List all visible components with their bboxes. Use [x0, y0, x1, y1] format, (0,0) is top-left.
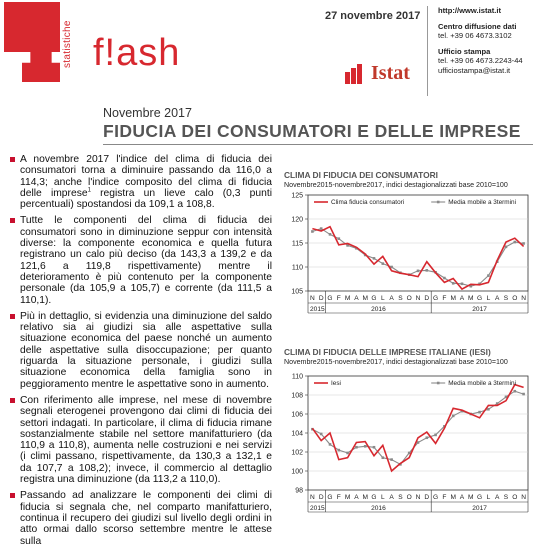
- series-point: [311, 230, 314, 233]
- x-tick-label: O: [512, 295, 518, 302]
- x-tick-label: D: [318, 295, 324, 302]
- series-point: [487, 274, 490, 277]
- consumer-confidence-chart: [284, 191, 536, 321]
- year-label: 2015: [310, 306, 325, 313]
- y-tick-label: 125: [291, 192, 303, 200]
- year-label: 2015: [310, 505, 325, 512]
- ufficio-stampa-label: Ufficio stampa: [438, 46, 491, 56]
- x-tick-label: M: [450, 295, 456, 302]
- series-point: [417, 270, 420, 273]
- ufficio-stampa-tel: tel. +39 06 4673.2243-44: [438, 56, 523, 66]
- x-tick-label: M: [450, 494, 456, 501]
- istat-flash-logo: [4, 2, 80, 82]
- series-point: [522, 242, 525, 245]
- x-tick-label: A: [459, 295, 465, 302]
- publication-date: 27 novembre 2017: [325, 10, 421, 22]
- x-tick-label: S: [503, 494, 509, 501]
- series-point: [478, 411, 481, 414]
- year-label: 2016: [371, 505, 386, 512]
- x-tick-label: A: [494, 494, 500, 501]
- x-tick-label: G: [371, 295, 377, 302]
- series-point: [426, 436, 429, 439]
- logo-exclamation-stem: [22, 2, 60, 82]
- series-point: [382, 456, 385, 459]
- x-tick-label: F: [336, 494, 341, 501]
- x-tick-label: S: [503, 295, 509, 302]
- x-tick-label: D: [318, 494, 324, 501]
- x-tick-label: F: [442, 494, 447, 501]
- series-point: [487, 408, 490, 411]
- x-tick-label: N: [521, 494, 526, 501]
- bullet-square-icon: [10, 314, 15, 319]
- series-point: [452, 282, 455, 285]
- x-tick-label: A: [494, 295, 500, 302]
- x-tick-label: M: [362, 494, 368, 501]
- y-tick-label: 115: [291, 240, 303, 248]
- x-tick-label: S: [398, 494, 403, 501]
- x-tick-label: G: [371, 494, 377, 501]
- x-tick-label: N: [310, 295, 315, 302]
- x-tick-label: G: [433, 295, 439, 302]
- series-point: [364, 445, 367, 448]
- year-label: 2017: [472, 505, 487, 512]
- chart-subtitle: Novembre2015-novembre2017, indici destagionalizzati base 2010=100: [284, 181, 508, 189]
- x-tick-label: L: [486, 295, 491, 302]
- legend-label: Media mobile a 3termini: [448, 380, 517, 388]
- x-tick-label: D: [424, 295, 430, 302]
- x-tick-label: M: [344, 494, 351, 501]
- series-point: [320, 227, 323, 230]
- series-point: [452, 415, 455, 418]
- x-tick-label: A: [389, 295, 394, 302]
- series-point: [320, 433, 323, 436]
- chart-title: CLIMA DI FIDUCIA DELLE IMPRESE ITALIANE (IESI): [284, 347, 491, 357]
- chart-subtitle: Novembre2015-novembre2017, indici destagionalizzati base 2010=100: [284, 358, 508, 366]
- series-point: [514, 390, 517, 393]
- x-tick-label: G: [477, 295, 483, 302]
- istat-url-link[interactable]: http://www.istat.it: [438, 6, 501, 15]
- series-line-main: [312, 385, 523, 471]
- x-tick-label: L: [380, 295, 385, 302]
- series-point: [390, 458, 393, 461]
- series-point: [329, 233, 332, 236]
- y-tick-label: 104: [291, 430, 303, 438]
- series-point: [329, 443, 332, 446]
- series-point: [514, 241, 517, 244]
- x-tick-label: M: [468, 494, 474, 501]
- series-point: [461, 283, 464, 286]
- legend-marker: [437, 382, 440, 385]
- bullet-square-icon: [10, 398, 15, 403]
- centro-diffusione-label: Centro diffusione dati: [438, 21, 517, 31]
- series-point: [355, 446, 358, 449]
- istat-brand-text: Istat: [371, 62, 410, 84]
- centro-diffusione-tel: tel. +39 06 4673.3102: [438, 31, 512, 41]
- bullet-square-icon: [10, 218, 15, 223]
- series-line-main: [312, 227, 523, 289]
- bullet-square-icon: [10, 493, 15, 498]
- legend-label: Iesi: [331, 380, 341, 388]
- x-tick-label: G: [327, 295, 333, 302]
- x-tick-label: N: [415, 295, 421, 302]
- x-tick-label: F: [336, 295, 341, 302]
- business-confidence-chart: [284, 368, 536, 520]
- paragraph-3: Più in dettaglio, si evidenzia una diminuzione del saldo relativo sia ai giudizi sia alle aspettative sulla situazione economica del paese nonché un aumento delle aspettative sulla disoccupazione; per quanto riguarda la situazione personale, i giudizi sulla situazione economica della famiglia sono in peggioramento mentre le aspettative sono in aumento.: [10, 311, 272, 390]
- flash-wordmark: f!ash: [93, 32, 181, 74]
- paragraph-1: A novembre 2017 l'indice del clima di fiducia dei consumatori torna a diminuire passando da 116,0 a 114,3; anche l'indice composito del clima di fiducia delle imprese$^1$ registra un lieve calo (0,3 punti percentuali) spostandosi da 109,1 a 108,8.: [10, 154, 272, 210]
- series-point: [505, 246, 508, 249]
- consumer-confidence-chart-block: [284, 170, 536, 321]
- x-tick-label: D: [424, 494, 430, 501]
- x-tick-label: A: [459, 494, 465, 501]
- x-tick-label: L: [486, 494, 491, 501]
- year-label: 2016: [371, 306, 386, 313]
- x-tick-label: L: [380, 494, 385, 501]
- series-line-moving-average: [312, 391, 523, 464]
- body-text-column: [10, 154, 272, 552]
- x-tick-label: M: [362, 295, 368, 302]
- x-tick-label: M: [468, 295, 474, 302]
- y-tick-label: 110: [291, 373, 303, 381]
- series-point: [338, 237, 341, 240]
- x-tick-label: M: [344, 295, 351, 302]
- series-point: [338, 449, 341, 452]
- x-tick-label: A: [389, 494, 394, 501]
- page-title: FIDUCIA DEI CONSUMATORI E DELLE IMPRESE: [103, 121, 521, 141]
- x-tick-label: O: [512, 494, 518, 501]
- x-tick-label: G: [433, 494, 439, 501]
- x-tick-label: O: [406, 494, 412, 501]
- year-label: 2017: [472, 306, 487, 313]
- series-point: [382, 262, 385, 265]
- paragraph-5: Passando ad analizzare le componenti dei climi di fiducia si segnala che, nel comparto manifatturiero, continua il recupero dei giudizi sul livello degli ordini in atto ormai dallo scorso settembre mentre le attese sulla: [10, 490, 272, 546]
- x-tick-label: G: [327, 494, 333, 501]
- chart-title: CLIMA DI FIDUCIA DEI CONSUMATORI: [284, 170, 438, 180]
- title-underline: [103, 144, 533, 145]
- x-tick-label: O: [406, 295, 412, 302]
- y-tick-label: 105: [291, 288, 303, 296]
- series-point: [443, 277, 446, 280]
- logo-vertical-text: statistiche: [62, 20, 73, 68]
- x-tick-label: G: [477, 494, 483, 501]
- y-tick-label: 102: [291, 449, 303, 457]
- series-point: [522, 393, 525, 396]
- page-subtitle: Novembre 2017: [103, 106, 192, 120]
- x-tick-label: F: [442, 295, 447, 302]
- legend-marker: [437, 201, 440, 204]
- x-tick-label: N: [310, 494, 315, 501]
- x-tick-label: N: [415, 494, 421, 501]
- series-line-moving-average: [312, 229, 523, 287]
- legend-label: Clima fiducia consumatori: [331, 199, 405, 207]
- series-point: [373, 446, 376, 449]
- series-point: [426, 269, 429, 272]
- y-tick-label: 110: [291, 264, 303, 272]
- x-tick-label: N: [521, 295, 526, 302]
- series-point: [346, 452, 349, 455]
- y-tick-label: 100: [291, 468, 303, 476]
- contact-block: [438, 6, 538, 76]
- bullet-square-icon: [10, 157, 15, 162]
- series-point: [434, 434, 437, 437]
- y-tick-label: 120: [291, 216, 303, 224]
- y-tick-label: 106: [291, 411, 303, 419]
- ufficio-stampa-email[interactable]: ufficiostampa@istat.it: [438, 65, 511, 75]
- paragraph-4: Con riferimento alle imprese, nel mese di novembre segnali eterogenei provengono dai climi di fiducia dei settori indagati. In particolare, il clima di fiducia rimane sostanzialmente stabile nel settore manifatturiero (da 110,9 a 110,8), aumenta nelle costruzioni e nei servizi (i climi passano, rispettivamente, da 130,3 a 132,1 e da 107,7 a 108,2); invece, il commercio al dettaglio registra una diminuzione (da 113,2 a 110,0).: [10, 395, 272, 485]
- legend-label: Media mobile a 3termini: [448, 199, 517, 207]
- series-point: [373, 257, 376, 260]
- business-confidence-chart-block: [284, 347, 536, 520]
- x-tick-label: S: [398, 295, 403, 302]
- x-tick-label: A: [354, 295, 359, 302]
- paragraph-2: Tutte le componenti del clima di fiducia dei consumatori sono in diminuzione seppur con intensità diverse: la componente economica e quella futura registrano un calo più deciso (da 143,3 a 139,2 e da 121,6 a 119,8 rispettivamente) mentre il deterioramento è più contenuto per la componente personale (da 105,9 a 105,7) e corrente (da 111,5 a 110,1).: [10, 215, 272, 305]
- y-tick-label: 98: [295, 487, 303, 495]
- y-tick-label: 108: [291, 392, 303, 400]
- istat-mark-icon: [345, 64, 367, 84]
- header-divider: [427, 6, 428, 96]
- x-tick-label: A: [354, 494, 359, 501]
